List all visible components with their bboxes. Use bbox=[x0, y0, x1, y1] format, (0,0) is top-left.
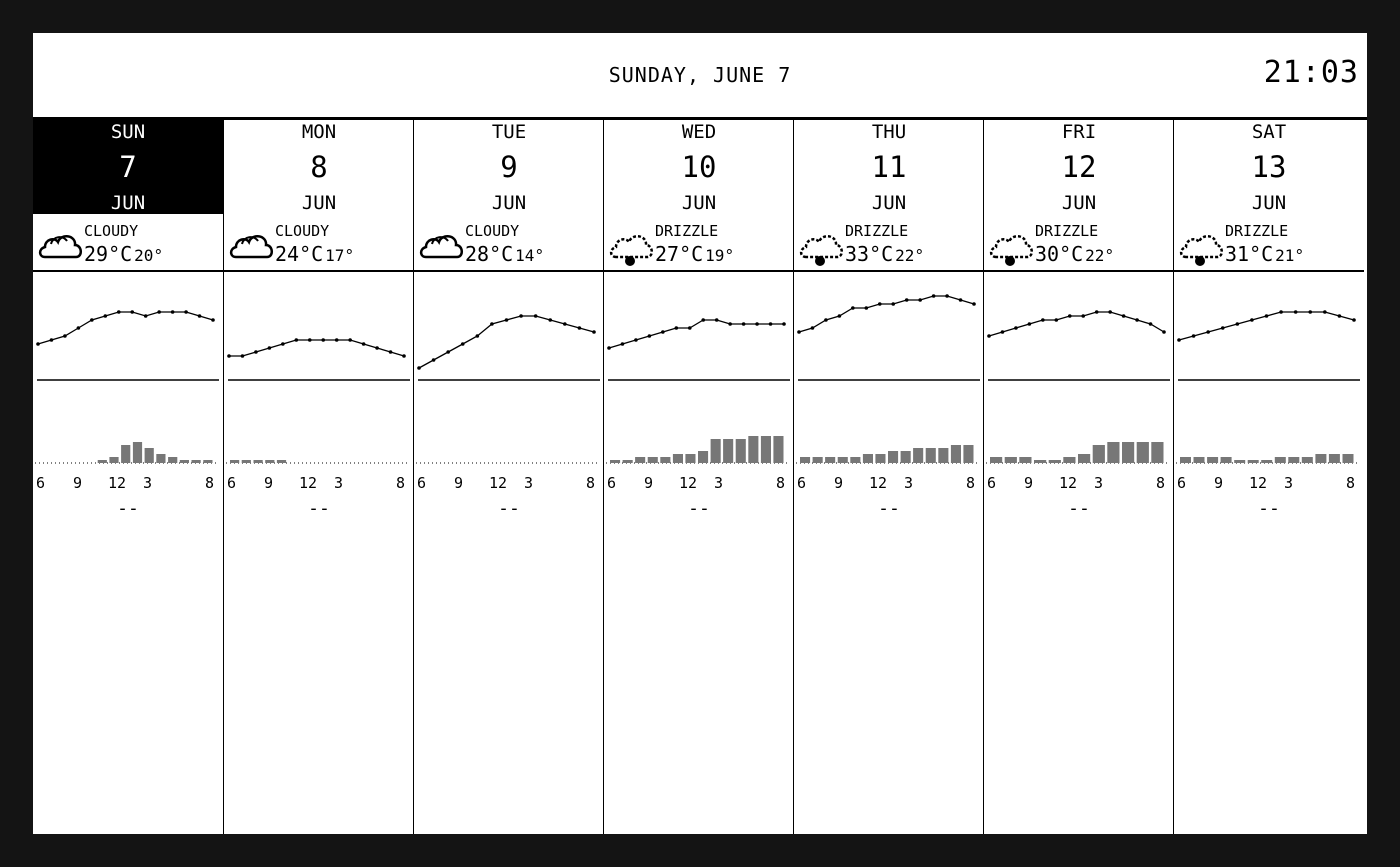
hour-tick-label: 6 bbox=[36, 474, 46, 492]
hour-tick-label: 6 bbox=[1177, 474, 1187, 492]
precip-bar bbox=[1275, 457, 1286, 463]
hour-tick-label: 8 bbox=[396, 474, 406, 492]
day-number: 9 bbox=[500, 150, 518, 184]
temperature-point bbox=[592, 330, 596, 334]
precip-bar bbox=[888, 451, 898, 463]
precip-bar bbox=[1122, 442, 1134, 463]
temperature-point bbox=[335, 338, 339, 342]
temperature-line bbox=[989, 312, 1164, 336]
hour-tick-label: 8 bbox=[205, 474, 215, 492]
precip-bar bbox=[863, 454, 873, 463]
extra-info: -- bbox=[688, 498, 710, 519]
precip-bar bbox=[168, 457, 177, 463]
precip-bar bbox=[156, 454, 165, 463]
display-screen bbox=[33, 33, 1367, 834]
month-label: JUN bbox=[1251, 192, 1287, 214]
month-label: JUN bbox=[1061, 192, 1097, 214]
precip-bar bbox=[1261, 460, 1272, 463]
hour-tick-label: 12 bbox=[1249, 474, 1268, 492]
day-of-week: SUN bbox=[110, 121, 146, 143]
day-column-sat bbox=[1173, 120, 1364, 834]
temperature-point bbox=[389, 350, 393, 354]
temperature-point bbox=[1206, 330, 1210, 334]
temperature-point bbox=[782, 322, 786, 326]
hour-tick-label: 8 bbox=[1156, 474, 1166, 492]
day-number: 13 bbox=[1251, 150, 1287, 184]
hourly-chart bbox=[224, 120, 414, 480]
precip-bar bbox=[145, 448, 154, 463]
precip-bar bbox=[1329, 454, 1340, 463]
precip-bar bbox=[1194, 457, 1205, 463]
day-number: 12 bbox=[1061, 150, 1097, 184]
hour-tick-label: 9 bbox=[644, 474, 654, 492]
temperature-point bbox=[621, 342, 625, 346]
temperature-point bbox=[824, 318, 828, 322]
extra-info: -- bbox=[878, 498, 900, 519]
hour-tick-label: 9 bbox=[73, 474, 83, 492]
precip-bar bbox=[192, 460, 201, 463]
hour-tick-label: 9 bbox=[834, 474, 844, 492]
temperature-point bbox=[987, 334, 991, 338]
temperature-point bbox=[254, 350, 258, 354]
high-temp: 31°C bbox=[1225, 242, 1274, 266]
low-temp: 21° bbox=[1275, 246, 1305, 265]
precip-bar bbox=[913, 448, 923, 463]
precip-bar bbox=[1151, 442, 1163, 463]
high-temp: 24°C bbox=[275, 242, 324, 266]
precip-bar bbox=[698, 451, 708, 463]
low-temp: 22° bbox=[895, 246, 925, 265]
temperature-line bbox=[419, 316, 594, 368]
precip-bar bbox=[901, 451, 911, 463]
precip-bar bbox=[610, 460, 620, 463]
precip-bar bbox=[1221, 457, 1232, 463]
precip-bar bbox=[1049, 460, 1061, 463]
temperature-point bbox=[972, 302, 976, 306]
temperature-point bbox=[241, 354, 245, 358]
hour-tick-label: 6 bbox=[227, 474, 237, 492]
temperature-point bbox=[348, 338, 352, 342]
temperature-point bbox=[1028, 322, 1032, 326]
precip-bar bbox=[963, 445, 973, 463]
temperature-point bbox=[198, 314, 202, 318]
hour-tick-label: 6 bbox=[607, 474, 617, 492]
precip-bar bbox=[242, 460, 251, 463]
precip-bar bbox=[1078, 454, 1090, 463]
temperature-point bbox=[144, 314, 148, 318]
precip-bar bbox=[623, 460, 633, 463]
hour-tick-label: 3 bbox=[524, 474, 534, 492]
temperature-point bbox=[865, 306, 869, 310]
precip-bar bbox=[1034, 460, 1046, 463]
temperature-point bbox=[959, 298, 963, 302]
day-of-week: FRI bbox=[1061, 121, 1097, 143]
temperature-point bbox=[1338, 314, 1342, 318]
hour-tick-label: 12 bbox=[1059, 474, 1078, 492]
temperature-point bbox=[446, 350, 450, 354]
hourly-chart bbox=[794, 120, 984, 480]
hourly-chart bbox=[604, 120, 794, 480]
temperature-point bbox=[755, 322, 759, 326]
weather-condition: CLOUDY bbox=[275, 222, 330, 240]
weather-condition: DRIZZLE bbox=[655, 222, 719, 240]
hour-tick-label: 8 bbox=[966, 474, 976, 492]
temperature-point bbox=[891, 302, 895, 306]
temperature-point bbox=[728, 322, 732, 326]
hour-tick-label: 3 bbox=[143, 474, 153, 492]
day-number: 7 bbox=[119, 150, 137, 184]
high-temp: 33°C bbox=[845, 242, 894, 266]
hour-tick-label: 3 bbox=[1284, 474, 1294, 492]
temperature-point bbox=[77, 326, 81, 330]
temperature-point bbox=[851, 306, 855, 310]
temperature-point bbox=[607, 346, 611, 350]
hourly-chart bbox=[33, 120, 223, 480]
hourly-chart bbox=[1174, 120, 1364, 480]
temperature-point bbox=[308, 338, 312, 342]
temperature-point bbox=[1149, 322, 1153, 326]
temperature-point bbox=[227, 354, 231, 358]
precip-bar bbox=[1248, 460, 1259, 463]
precip-bar bbox=[711, 439, 721, 463]
precip-bar bbox=[98, 460, 107, 463]
temperature-point bbox=[675, 326, 679, 330]
day-of-week: MON bbox=[301, 121, 337, 143]
precip-bar bbox=[723, 439, 733, 463]
temperature-point bbox=[1068, 314, 1072, 318]
weather-condition: CLOUDY bbox=[84, 222, 139, 240]
precip-bar bbox=[850, 457, 860, 463]
temperature-point bbox=[130, 310, 134, 314]
temperature-point bbox=[1081, 314, 1085, 318]
hour-tick-label: 8 bbox=[1346, 474, 1356, 492]
precip-bar bbox=[748, 436, 758, 463]
temperature-point bbox=[432, 358, 436, 362]
temperature-point bbox=[281, 342, 285, 346]
day-of-week: TUE bbox=[491, 121, 527, 143]
temperature-point bbox=[534, 314, 538, 318]
precip-bar bbox=[277, 460, 286, 463]
precip-bar bbox=[121, 445, 130, 463]
temperature-line bbox=[799, 296, 974, 332]
hour-tick-label: 3 bbox=[1094, 474, 1104, 492]
precip-bar bbox=[838, 457, 848, 463]
extra-info: -- bbox=[498, 498, 520, 519]
day-number: 10 bbox=[681, 150, 717, 184]
temperature-point bbox=[905, 298, 909, 302]
precip-bar bbox=[230, 460, 239, 463]
day-number: 8 bbox=[310, 150, 328, 184]
precip-bar bbox=[180, 460, 189, 463]
precip-bar bbox=[109, 457, 118, 463]
hour-tick-label: 6 bbox=[797, 474, 807, 492]
temperature-point bbox=[90, 318, 94, 322]
low-temp: 17° bbox=[325, 246, 355, 265]
temperature-point bbox=[1177, 338, 1181, 342]
temperature-point bbox=[1001, 330, 1005, 334]
temperature-point bbox=[1265, 314, 1269, 318]
temperature-point bbox=[295, 338, 299, 342]
low-temp: 20° bbox=[134, 246, 164, 265]
month-label: JUN bbox=[871, 192, 907, 214]
temperature-point bbox=[1308, 310, 1312, 314]
temperature-point bbox=[918, 298, 922, 302]
precip-bar bbox=[1137, 442, 1149, 463]
temperature-point bbox=[321, 338, 325, 342]
low-temp: 22° bbox=[1085, 246, 1115, 265]
day-column-tue bbox=[413, 120, 604, 834]
extra-info: -- bbox=[117, 498, 139, 519]
temperature-point bbox=[1236, 322, 1240, 326]
precip-bar bbox=[1315, 454, 1326, 463]
day-of-week: SAT bbox=[1251, 121, 1287, 143]
temperature-point bbox=[1122, 314, 1126, 318]
temperature-point bbox=[578, 326, 582, 330]
temperature-point bbox=[50, 338, 54, 342]
high-temp: 27°C bbox=[655, 242, 704, 266]
temperature-point bbox=[402, 354, 406, 358]
precip-bar bbox=[635, 457, 645, 463]
temperature-point bbox=[838, 314, 842, 318]
precip-bar bbox=[673, 454, 683, 463]
temperature-point bbox=[211, 318, 215, 322]
precip-bar bbox=[800, 457, 810, 463]
temperature-point bbox=[461, 342, 465, 346]
high-temp: 28°C bbox=[465, 242, 514, 266]
precip-bar bbox=[1234, 460, 1245, 463]
month-label: JUN bbox=[301, 192, 337, 214]
hour-tick-label: 3 bbox=[904, 474, 914, 492]
hour-tick-label: 9 bbox=[1214, 474, 1224, 492]
temperature-point bbox=[1055, 318, 1059, 322]
hour-tick-label: 6 bbox=[987, 474, 997, 492]
precip-bar bbox=[1207, 457, 1218, 463]
temperature-point bbox=[1108, 310, 1112, 314]
temperature-point bbox=[1352, 318, 1356, 322]
temperature-point bbox=[797, 330, 801, 334]
temperature-point bbox=[1221, 326, 1225, 330]
temperature-point bbox=[769, 322, 773, 326]
precip-bar bbox=[648, 457, 658, 463]
temperature-point bbox=[1162, 330, 1166, 334]
month-label: JUN bbox=[681, 192, 717, 214]
precip-bar bbox=[951, 445, 961, 463]
temperature-point bbox=[715, 318, 719, 322]
temperature-point bbox=[184, 310, 188, 314]
precip-bar bbox=[203, 460, 212, 463]
precip-bar bbox=[1288, 457, 1299, 463]
temperature-point bbox=[688, 326, 692, 330]
temperature-point bbox=[878, 302, 882, 306]
hour-tick-label: 6 bbox=[417, 474, 427, 492]
hour-tick-label: 3 bbox=[714, 474, 724, 492]
temperature-point bbox=[563, 322, 567, 326]
temperature-point bbox=[1095, 310, 1099, 314]
temperature-point bbox=[1041, 318, 1045, 322]
temperature-point bbox=[117, 310, 121, 314]
extra-info: -- bbox=[308, 498, 330, 519]
precip-bar bbox=[926, 448, 936, 463]
temperature-point bbox=[417, 366, 421, 370]
month-label: JUN bbox=[491, 192, 527, 214]
precip-bar bbox=[1063, 457, 1075, 463]
weather-condition: DRIZZLE bbox=[845, 222, 909, 240]
temperature-point bbox=[1014, 326, 1018, 330]
forecast-week bbox=[33, 120, 1367, 834]
precip-bar bbox=[1005, 457, 1017, 463]
temperature-point bbox=[1323, 310, 1327, 314]
day-of-week: THU bbox=[871, 121, 907, 143]
day-column-thu bbox=[793, 120, 984, 834]
temperature-point bbox=[36, 342, 40, 346]
temperature-point bbox=[362, 342, 366, 346]
current-date: SUNDAY, JUNE 7 bbox=[608, 63, 792, 87]
header-bar bbox=[33, 33, 1367, 117]
high-temp: 30°C bbox=[1035, 242, 1084, 266]
precip-bar bbox=[736, 439, 746, 463]
precip-bar bbox=[133, 442, 142, 463]
weather-condition: CLOUDY bbox=[465, 222, 520, 240]
precip-bar bbox=[1107, 442, 1119, 463]
temperature-point bbox=[945, 294, 949, 298]
temperature-point bbox=[476, 334, 480, 338]
temperature-point bbox=[811, 326, 815, 330]
day-column-sun bbox=[33, 120, 223, 834]
temperature-point bbox=[490, 322, 494, 326]
temperature-point bbox=[548, 318, 552, 322]
precip-bar bbox=[990, 457, 1002, 463]
temperature-point bbox=[1279, 310, 1283, 314]
temperature-point bbox=[661, 330, 665, 334]
temperature-point bbox=[104, 314, 108, 318]
temperature-point bbox=[1250, 318, 1254, 322]
day-column-wed bbox=[603, 120, 794, 834]
temperature-point bbox=[375, 346, 379, 350]
precip-bar bbox=[1302, 457, 1313, 463]
precip-bar bbox=[938, 448, 948, 463]
day-column-fri bbox=[983, 120, 1174, 834]
temperature-point bbox=[1192, 334, 1196, 338]
hour-tick-label: 8 bbox=[776, 474, 786, 492]
temperature-point bbox=[505, 318, 509, 322]
hourly-chart bbox=[984, 120, 1174, 480]
hour-tick-label: 12 bbox=[299, 474, 318, 492]
precip-bar bbox=[254, 460, 263, 463]
hourly-chart bbox=[414, 120, 604, 480]
hour-tick-label: 12 bbox=[869, 474, 888, 492]
hour-tick-label: 9 bbox=[454, 474, 464, 492]
temperature-point bbox=[268, 346, 272, 350]
precip-bar bbox=[761, 436, 771, 463]
hour-tick-label: 9 bbox=[1024, 474, 1034, 492]
hour-tick-label: 9 bbox=[264, 474, 274, 492]
hour-tick-label: 3 bbox=[334, 474, 344, 492]
precip-bar bbox=[265, 460, 274, 463]
month-label: JUN bbox=[110, 192, 146, 214]
temperature-point bbox=[701, 318, 705, 322]
current-time: 21:03 bbox=[1263, 55, 1359, 90]
weather-condition: DRIZZLE bbox=[1225, 222, 1289, 240]
precip-bar bbox=[813, 457, 823, 463]
temperature-point bbox=[519, 314, 523, 318]
day-column-mon bbox=[223, 120, 414, 834]
temperature-point bbox=[1135, 318, 1139, 322]
temperature-point bbox=[171, 310, 175, 314]
hour-tick-label: 8 bbox=[586, 474, 596, 492]
precip-bar bbox=[1093, 445, 1105, 463]
low-temp: 19° bbox=[705, 246, 735, 265]
temperature-point bbox=[63, 334, 67, 338]
precip-bar bbox=[773, 436, 783, 463]
high-temp: 29°C bbox=[84, 242, 133, 266]
extra-info: -- bbox=[1258, 498, 1280, 519]
precip-bar bbox=[685, 454, 695, 463]
weather-condition: DRIZZLE bbox=[1035, 222, 1099, 240]
hour-tick-label: 12 bbox=[108, 474, 127, 492]
temperature-point bbox=[932, 294, 936, 298]
temperature-point bbox=[634, 338, 638, 342]
temperature-point bbox=[1294, 310, 1298, 314]
day-of-week: WED bbox=[681, 121, 717, 143]
temperature-point bbox=[648, 334, 652, 338]
temperature-point bbox=[742, 322, 746, 326]
temperature-point bbox=[157, 310, 161, 314]
low-temp: 14° bbox=[515, 246, 545, 265]
temperature-line bbox=[38, 312, 213, 344]
precip-bar bbox=[1343, 454, 1354, 463]
precip-bar bbox=[660, 457, 670, 463]
precip-bar bbox=[825, 457, 835, 463]
hour-tick-label: 12 bbox=[679, 474, 698, 492]
precip-bar bbox=[1019, 457, 1031, 463]
extra-info: -- bbox=[1068, 498, 1090, 519]
day-number: 11 bbox=[871, 150, 907, 184]
precip-bar bbox=[875, 454, 885, 463]
hour-tick-label: 12 bbox=[489, 474, 508, 492]
precip-bar bbox=[1180, 457, 1191, 463]
